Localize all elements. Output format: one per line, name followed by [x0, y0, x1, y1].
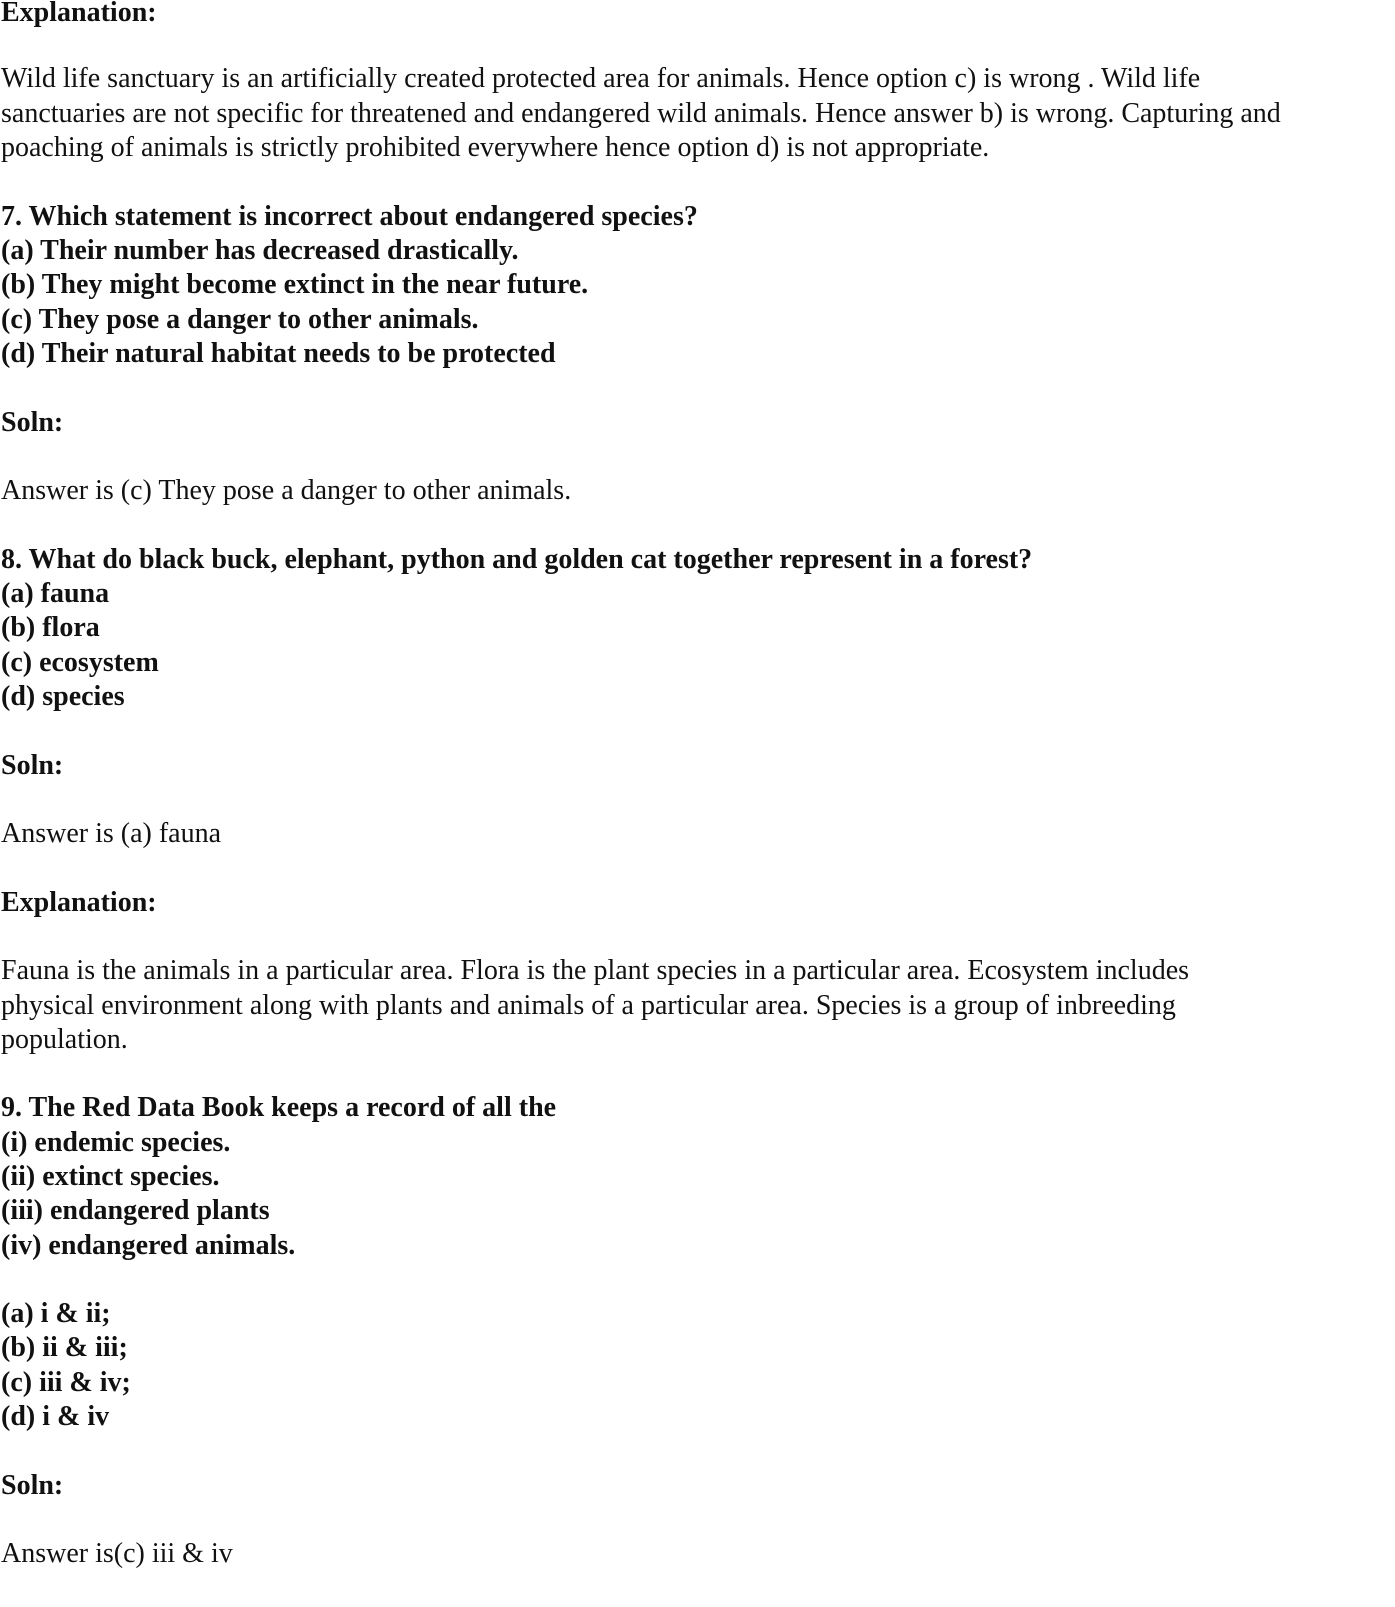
question-7-option-d: (d) Their natural habitat needs to be protected [1, 338, 556, 369]
question-8-explanation-label: Explanation: [1, 887, 157, 918]
question-9-item-iv: (iv) endangered animals. [1, 1230, 296, 1261]
question-8-explanation-line: Fauna is the animals in a particular area. Flora is the plant species in a particular area. Ecosystem includes [1, 955, 1190, 986]
question-9-answer: Answer is(c) iii & iv [1, 1538, 233, 1569]
question-9-option-b: (b) ii & iii; [1, 1332, 128, 1363]
explanation-text-line: sanctuaries are not specific for threatened and endangered wild animals. Hence answer b) is wrong. Capturing and [1, 98, 1281, 129]
question-8-option-b: (b) flora [1, 612, 100, 643]
question-9-option-a: (a) i & ii; [1, 1298, 111, 1329]
question-8-option-a: (a) fauna [1, 578, 110, 609]
question-7-answer: Answer is (c) They pose a danger to other animals. [1, 475, 572, 506]
explanation-heading: Explanation: [1, 0, 157, 28]
question-7-option-b: (b) They might become extinct in the near future. [1, 269, 589, 300]
question-8-explanation-line: physical environment along with plants and animals of a particular area. Species is a group of inbreeding [1, 990, 1176, 1021]
question-9-item-iii: (iii) endangered plants [1, 1195, 270, 1226]
explanation-text-line: Wild life sanctuary is an artificially created protected area for animals. Hence option c) is wrong . Wild life [1, 63, 1201, 94]
question-9-item-ii: (ii) extinct species. [1, 1161, 220, 1192]
question-7-soln-label: Soln: [1, 407, 64, 438]
question-7-option-c: (c) They pose a danger to other animals. [1, 304, 479, 335]
explanation-text-line: poaching of animals is strictly prohibited everywhere hence option d) is not appropriate. [1, 132, 990, 163]
question-9-option-d: (d) i & iv [1, 1401, 110, 1432]
question-8-option-c: (c) ecosystem [1, 647, 159, 678]
question-7-option-a: (a) Their number has decreased drastically. [1, 235, 519, 266]
question-8-option-d: (d) species [1, 681, 125, 712]
question-9-item-i: (i) endemic species. [1, 1127, 231, 1158]
question-9-option-c: (c) iii & iv; [1, 1367, 131, 1398]
question-8-soln-label: Soln: [1, 750, 64, 781]
question-9-soln-label: Soln: [1, 1470, 64, 1501]
question-8-explanation-line: population. [1, 1024, 128, 1055]
question-7-text: 7. Which statement is incorrect about endangered species? [1, 201, 698, 232]
question-8-answer: Answer is (a) fauna [1, 818, 222, 849]
question-8-text: 8. What do black buck, elephant, python and golden cat together represent in a forest? [1, 544, 1033, 575]
question-9-text: 9. The Red Data Book keeps a record of all the [1, 1092, 557, 1123]
